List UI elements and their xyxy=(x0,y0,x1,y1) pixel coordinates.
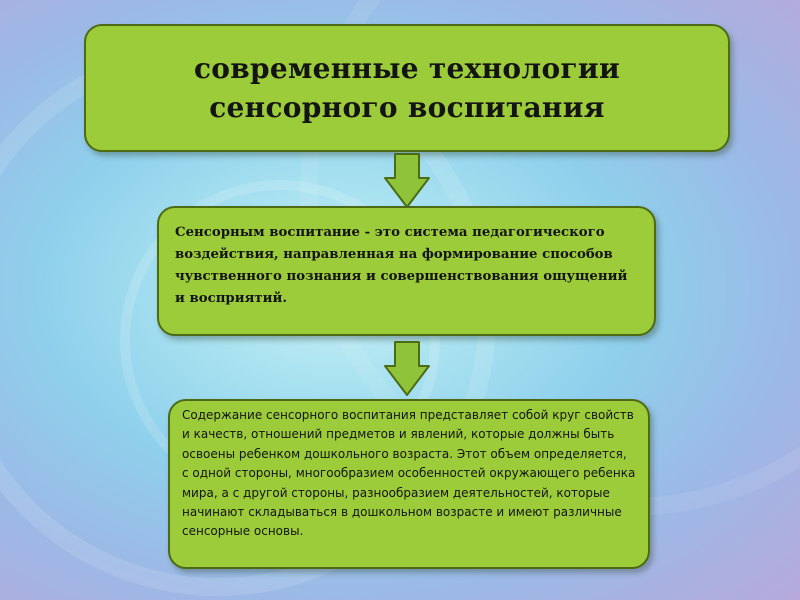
definition-box xyxy=(157,206,656,336)
slide-title xyxy=(194,49,620,127)
title-box xyxy=(84,24,730,152)
title-line-1: современные технологии xyxy=(193,52,621,85)
content-text: Содержание сенсорного воспитания представляет собой круг свойств и качеств, отношений предметов и явлений, которые должны быть освоены ребенком дошкольного возраста. Этот объем определяется, с одной стороны, многообразием особенностей окружающего ребенка мира, а с другой стороны, разнообразием деятельностей, которые начинают складываться в дошкольном возрасте и имеют различные сенсорные основы. xyxy=(182,408,636,539)
down-arrow-icon xyxy=(383,340,431,398)
down-arrow-icon xyxy=(383,152,431,210)
title-line-2: сенсорного воспитания xyxy=(209,91,605,124)
content-box xyxy=(168,399,650,569)
definition-text: Сенсорным воспитание - это система педагогического воздействия, направленная на формирование способов чувственного познания и совершенствования ощущений и восприятий. xyxy=(175,225,628,306)
